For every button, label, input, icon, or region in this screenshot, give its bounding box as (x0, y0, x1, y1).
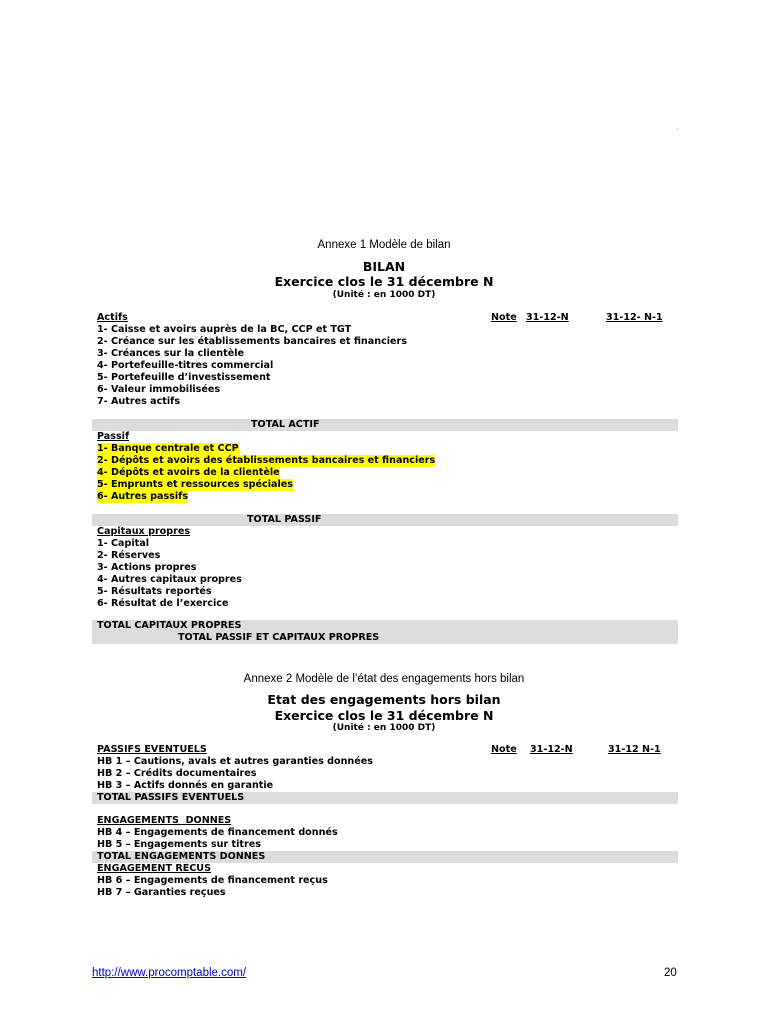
annex2-title: Etat des engagements hors bilan (267, 692, 501, 707)
engagements-row: HB 4 – Engagements de financement donnés (97, 827, 338, 838)
page-number: 20 (664, 967, 677, 979)
actif-row: 1- Caisse et avoirs auprès de la BC, CCP et TGT (97, 324, 352, 335)
passifs-header-row (92, 744, 678, 756)
stray-mark: ' (677, 128, 679, 135)
annex1-unit: (Unité : en 1000 DT) (332, 290, 436, 300)
annex1-col-note: Note (491, 312, 517, 323)
actifs-header-row (92, 312, 678, 324)
passif-row: 2- Dépôts et avoirs des établissements bancaires et financiers (97, 455, 436, 466)
total-passifs-row (92, 792, 678, 804)
actif-row: 3- Créances sur la clientèle (97, 348, 245, 359)
passifs-heading: PASSIFS EVENTUELS (97, 744, 207, 755)
passif-heading: Passif (97, 431, 130, 442)
total-passif-row (92, 514, 678, 526)
annex2-col-n: 31-12-N (530, 744, 573, 755)
total-actif-row (92, 419, 678, 431)
annex2-col-n1: 31-12 N-1 (608, 744, 661, 755)
recus-row: HB 7 – Garanties reçues (97, 887, 226, 898)
annex2-unit: (Unité : en 1000 DT) (332, 723, 436, 733)
capitaux-row: 4- Autres capitaux propres (97, 574, 242, 585)
total-passif-capitaux-label: TOTAL PASSIF ET CAPITAUX PROPRES (178, 632, 380, 643)
actifs-heading: Actifs (97, 312, 128, 323)
engagements-heading: ENGAGEMENTS DONNES (97, 815, 232, 826)
total-engagements-row (92, 851, 678, 863)
annex1-title: BILAN (362, 259, 406, 274)
actif-row: 2- Créance sur les établissements bancaires et financiers (97, 336, 407, 347)
passif-row: 1- Banque centrale et CCP (97, 443, 239, 454)
passif-row: 4- Dépôts et avoirs de la clientèle (97, 467, 280, 478)
engagements-row: HB 5 – Engagements sur titres (97, 839, 261, 850)
recus-row: HB 6 – Engagements de financement reçus (97, 875, 328, 886)
passif-row: 6- Autres passifs (97, 491, 189, 502)
actif-row: 4- Portefeuille-titres commercial (97, 360, 274, 371)
annex2-subtitle: Exercice clos le 31 décembre N (274, 708, 494, 723)
passif-header-row (92, 431, 678, 443)
passifs-row: HB 1 – Cautions, avals et autres garanties données (97, 756, 373, 767)
total-actif-label: TOTAL ACTIF (251, 419, 320, 430)
capitaux-row: 2- Réserves (97, 550, 161, 561)
actif-row: 6- Valeur immobilisées (97, 384, 221, 395)
annex2-col-note: Note (491, 744, 517, 755)
annex1-caption: Annexe 1 Modèle de bilan (317, 239, 451, 251)
passifs-row: HB 3 – Actifs donnés en garantie (97, 780, 274, 791)
capitaux-header-row (92, 526, 678, 538)
actif-row: 7- Autres actifs (97, 396, 181, 407)
capitaux-row: 5- Résultats reportés (97, 586, 212, 597)
total-engagements-label: TOTAL ENGAGEMENTS DONNES (97, 851, 266, 862)
capitaux-row: 3- Actions propres (97, 562, 197, 573)
total-capitaux-label: TOTAL CAPITAUX PROPRES (97, 620, 242, 631)
capitaux-heading: Capitaux propres (97, 526, 191, 537)
recus-heading: ENGAGEMENT RECUS (97, 863, 212, 874)
total-capitaux-row (92, 620, 678, 632)
capitaux-row: 1- Capital (97, 538, 150, 549)
passifs-row: HB 2 – Crédits documentaires (97, 768, 257, 779)
footer-link[interactable]: http://www.procomptable.com/ (92, 967, 247, 979)
actif-row: 5- Portefeuille d’investissement (97, 372, 271, 383)
annex1-subtitle: Exercice clos le 31 décembre N (274, 274, 494, 289)
passif-row: 5- Emprunts et ressources spéciales (97, 479, 293, 490)
total-passif-capitaux-row (92, 632, 678, 644)
total-passifs-label: TOTAL PASSIFS EVENTUELS (97, 792, 245, 803)
recus-header-row (92, 863, 678, 875)
total-passif-label: TOTAL PASSIF (247, 514, 322, 525)
engagements-header-row (92, 815, 678, 827)
annex2-caption: Annexe 2 Modèle de l’état des engagements hors bilan (243, 673, 525, 685)
annex1-col-n1: 31-12- N-1 (606, 312, 663, 323)
annex1-col-n: 31-12-N (526, 312, 569, 323)
capitaux-row: 6- Résultat de l’exercice (97, 598, 229, 609)
